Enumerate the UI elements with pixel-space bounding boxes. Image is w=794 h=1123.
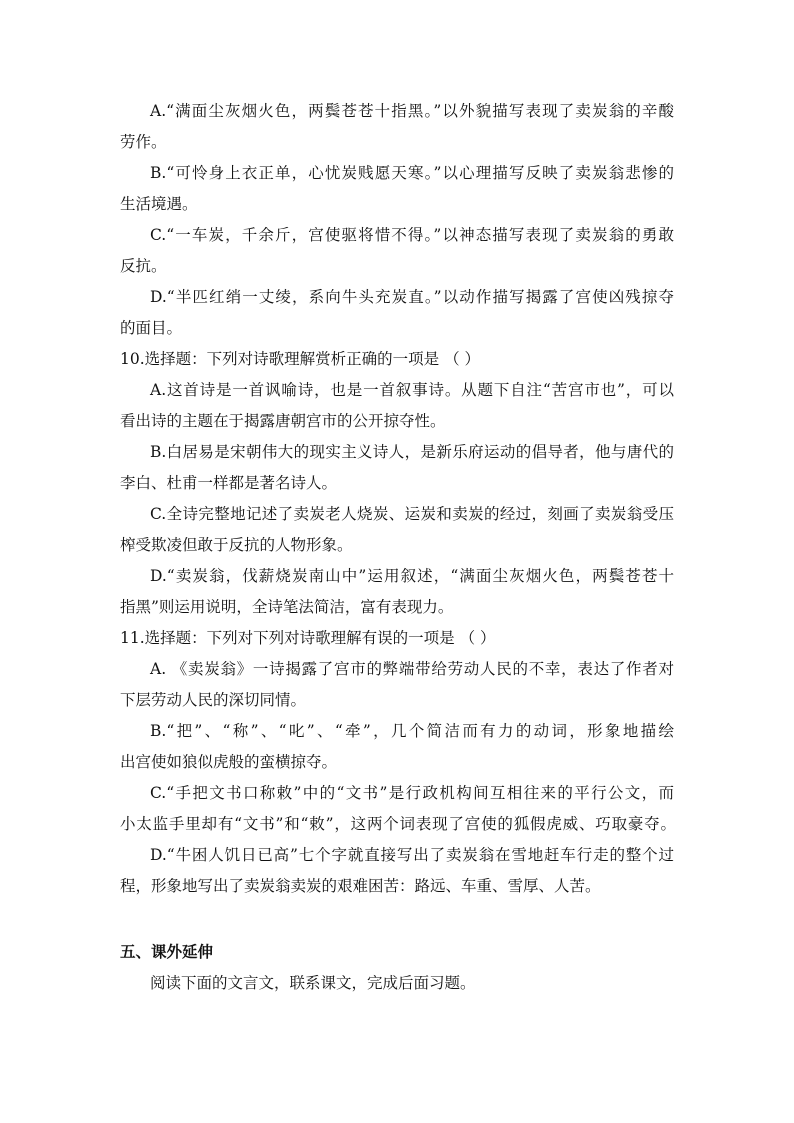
q10-option-d-line1: D.“卖炭翁，伐薪烧炭南山中”运用叙述，“满面尘灰烟火色，两鬓苍苍十 [150, 567, 674, 585]
q10-option-b-line1: B.白居易是宋朝伟大的现实主义诗人，是新乐府运动的倡导者，他与唐代的 [150, 443, 674, 461]
q9-option-d-line1: D.“半匹红绡一丈绫，系向牛头充炭直。”以动作描写揭露了宫使凶残掠夺 [150, 288, 674, 306]
q10-option-c-line2: 榨受欺凌但敢于反抗的人物形象。 [120, 536, 353, 554]
question-11-stem: 11.选择题：下列对下列对诗歌理解有误的一项是 （ ） [120, 629, 496, 647]
q9-option-d-line2: 的面目。 [120, 319, 183, 337]
q11-option-b-line1: B.“把”、“称”、“叱”、“牵”，几个简洁而有力的动词，形象地描绘 [150, 722, 674, 740]
q11-option-a-line2: 下层劳动人民的深切同情。 [120, 691, 307, 709]
section-instruction: 阅读下面的文言文，联系课文，完成后面习题。 [150, 974, 476, 992]
q10-option-a-line1: A.这首诗是一首讽喻诗，也是一首叙事诗。从题下自注“苦宫市也”，可以 [150, 381, 674, 399]
section-heading: 五、课外延伸 [120, 943, 214, 961]
q9-option-a-line1: A.“满面尘灰烟火色，两鬓苍苍十指黑。”以外貌描写表现了卖炭翁的辛酸 [150, 102, 674, 120]
q9-option-b-line2: 生活境遇。 [120, 195, 198, 213]
q9-option-c-line1: C.“一车炭，千余斤，宫使驱将惜不得。”以神态描写表现了卖炭翁的勇敢 [150, 226, 674, 244]
question-10-stem: 10.选择题：下列对诗歌理解赏析正确的一项是 （ ） [120, 350, 481, 368]
q10-option-d-line2: 指黑”则运用说明，全诗笔法简洁，富有表现力。 [120, 598, 454, 616]
q11-option-a-line1: A. 《卖炭翁》一诗揭露了宫市的弊端带给劳动人民的不幸，表达了作者对 [150, 660, 674, 678]
q11-option-d-line1: D.“牛困人饥日已高”七个字就直接写出了卖炭翁在雪地赶车行走的整个过 [150, 846, 674, 864]
q10-option-b-line2: 李白、杜甫一样都是著名诗人。 [120, 474, 338, 492]
q11-option-b-line2: 出宫使如狼似虎般的蛮横掠夺。 [120, 753, 338, 771]
q9-option-b-line1: B.“可怜身上衣正单，心忧炭贱愿天寒。”以心理描写反映了卖炭翁悲惨的 [150, 164, 674, 182]
q10-option-c-line1: C.全诗完整地记述了卖炭老人烧炭、运炭和卖炭的经过，刻画了卖炭翁受压 [150, 505, 674, 523]
q9-option-a-line2: 劳作。 [120, 133, 167, 151]
q11-option-c-line2: 小太监手里却有“文书”和“敕”，这两个词表现了宫使的狐假虎威、巧取豪夺。 [120, 815, 676, 833]
q10-option-a-line2: 看出诗的主题在于揭露唐朝宫市的公开掠夺性。 [120, 412, 446, 430]
q9-option-c-line2: 反抗。 [120, 257, 167, 275]
q11-option-d-line2: 程，形象地写出了卖炭翁卖炭的艰难困苦：路远、车重、雪厚、人苦。 [120, 877, 601, 895]
q11-option-c-line1: C.“手把文书口称敕”中的“文书”是行政机构间互相往来的平行公文，而 [150, 784, 674, 802]
